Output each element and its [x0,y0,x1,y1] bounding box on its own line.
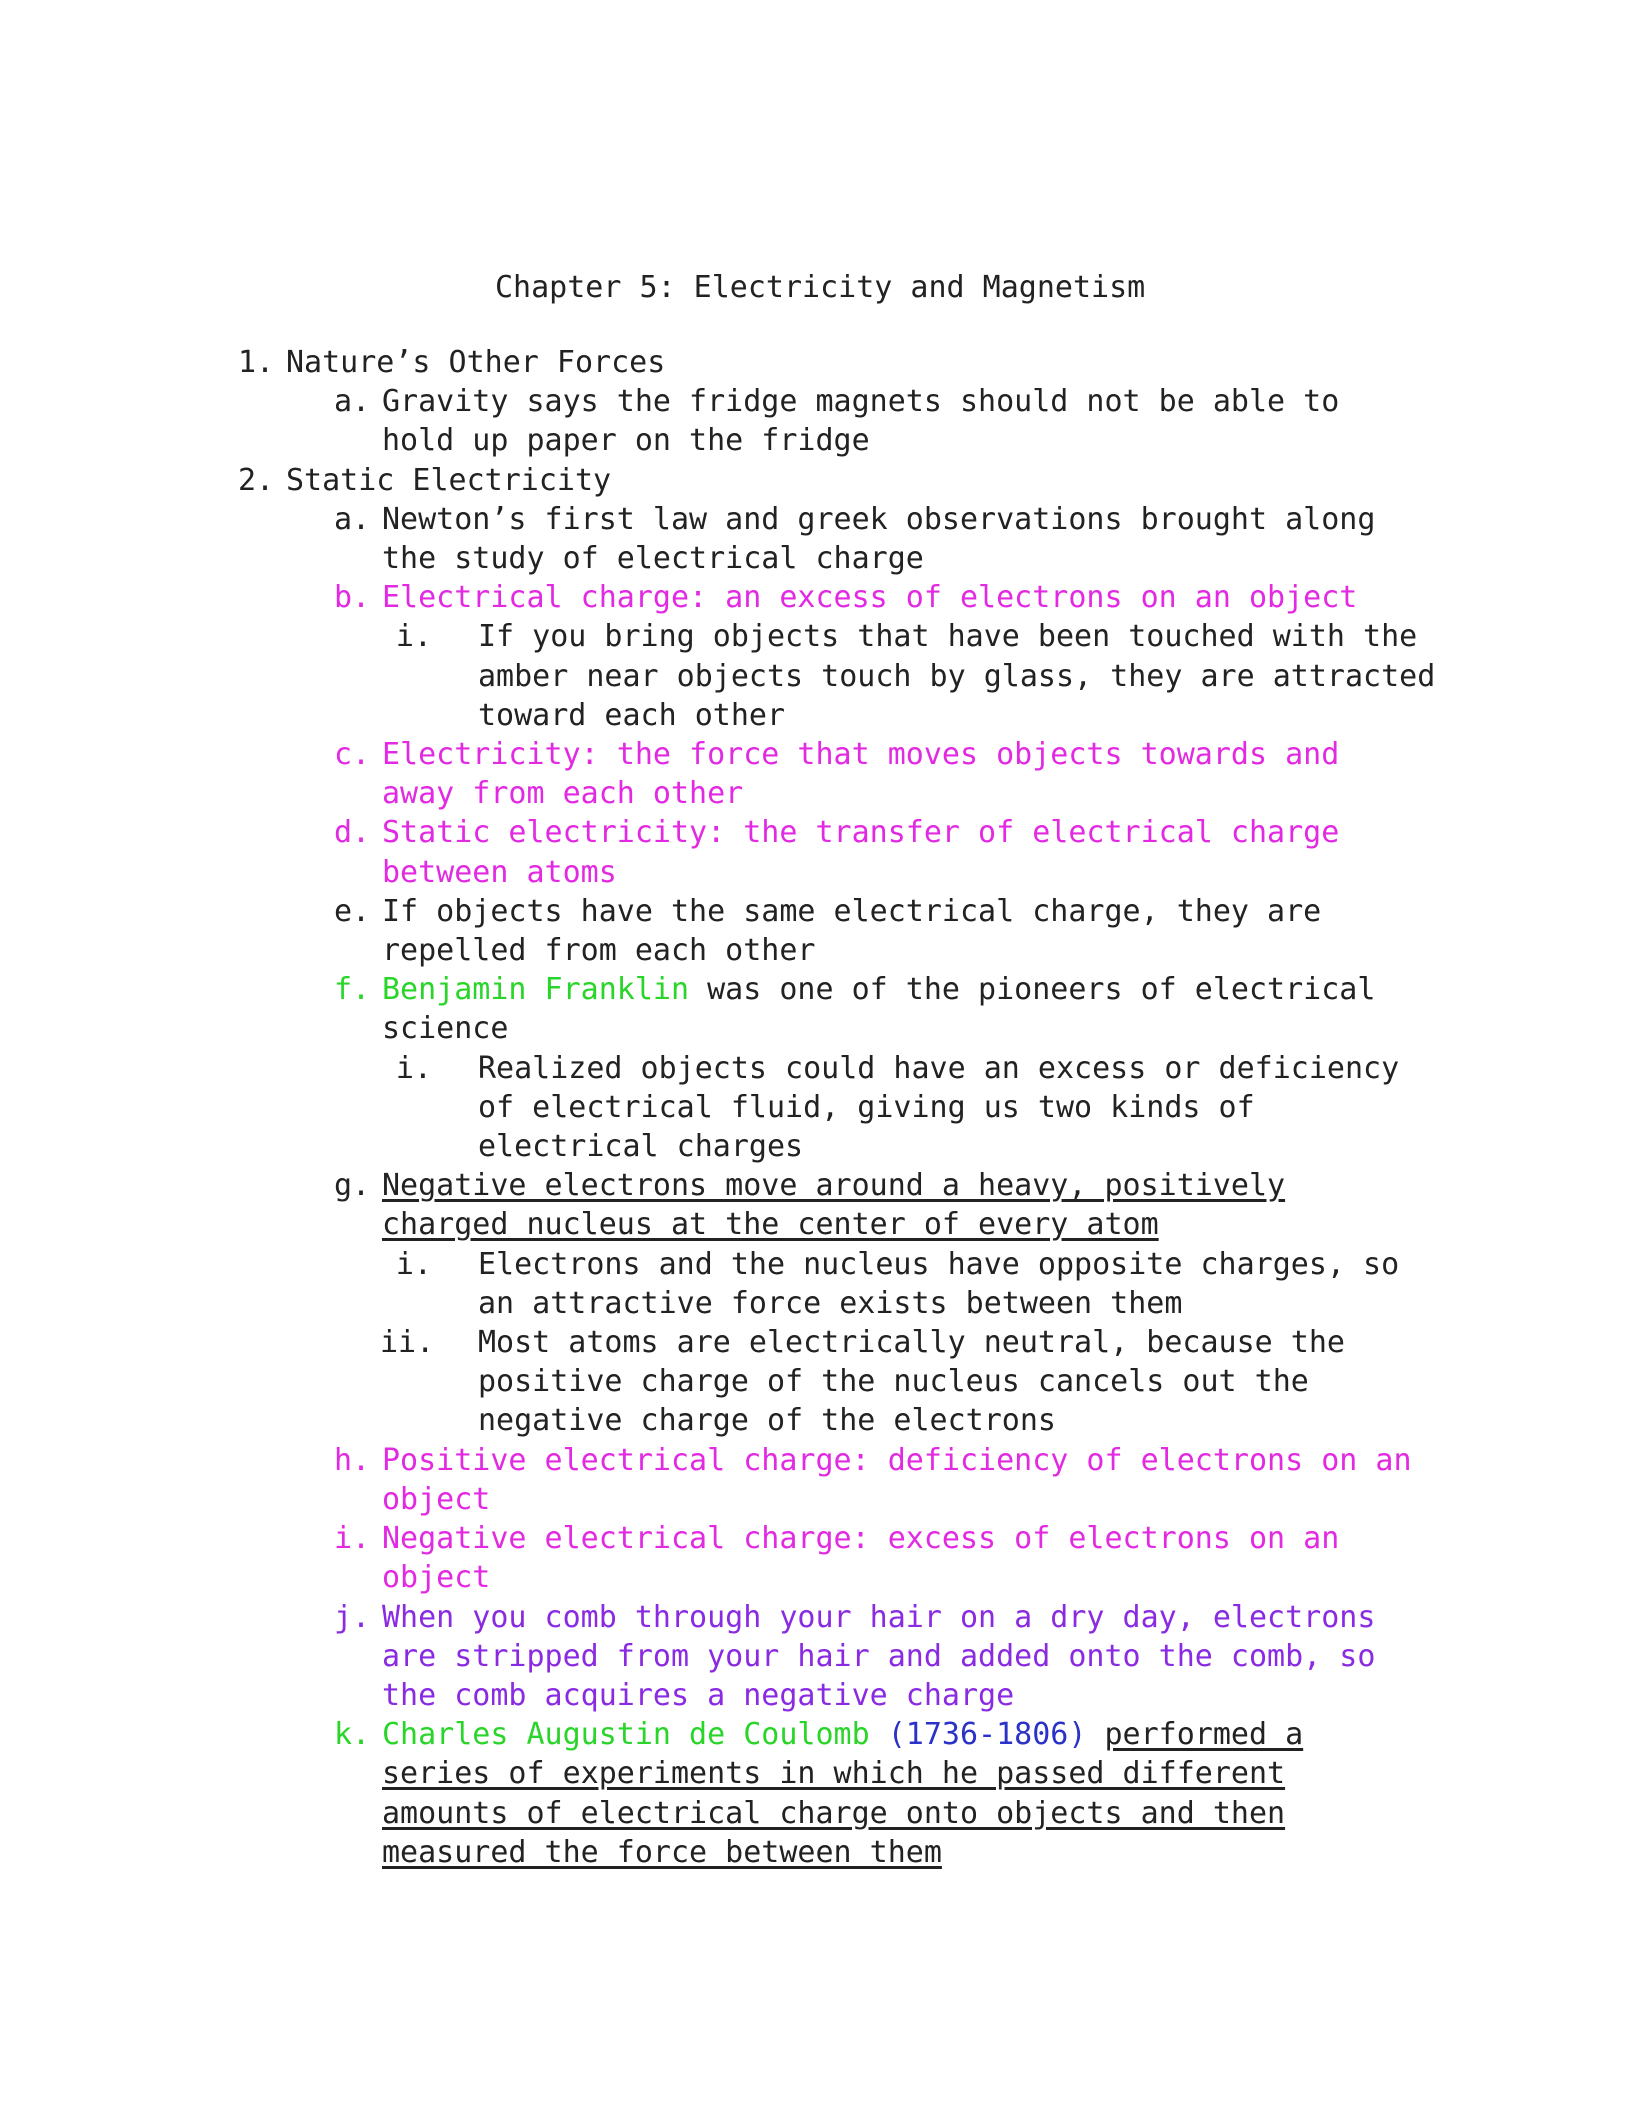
section-heading: Nature’s Other Forces [286,345,666,380]
list-marker: i. [334,1521,371,1557]
list-marker: a. [334,384,371,420]
list-marker: b. [334,580,371,616]
definition-item [0,1519,1640,1597]
list-marker: ii. [380,1325,435,1361]
list-item [0,1598,1640,1716]
list-marker: 2. [238,462,275,498]
list-item-text: Gravity says the fridge magnets should not be able to hold up paper on the fridge [382,384,1340,459]
sub-list-item [0,1245,1640,1323]
list-item-text: When you comb through your hair on a dry day, electrons are stripped from your hair and added onto the comb, so the comb acquires a negative charge [382,1599,1376,1713]
definition-text: Static electricity: the transfer of electrical charge between atoms [382,815,1340,890]
list-marker: i. [395,1050,432,1086]
definition-item [0,578,1640,617]
underlined-text: performed a series of experiments in which he passed different amounts of electrical charge onto objects and then measured the force between them [382,1717,1304,1870]
sub-list-item [0,1323,1640,1441]
list-marker: g. [334,1168,371,1204]
list-item-text: Newton’s first law and greek observations brought along the study of electrical charge [382,501,1376,577]
section-static-electricity [0,461,1640,500]
list-item-text: If objects have the same electrical charge, they are repelled from each other [382,893,1322,969]
list-marker: j. [334,1599,371,1635]
list-item-body: was one of the pioneers of electrical science [382,972,1376,1047]
definition-item [0,735,1640,813]
definition-item [0,813,1640,891]
definition-text: Electrical charge: an excess of electrons on an object [382,580,1358,616]
list-marker: e. [334,893,371,929]
sub-list-item-text: Realized objects could have an excess or deficiency of electrical fluid, giving us two kinds of electrical charges [478,1050,1400,1165]
definition-text: Negative electrical charge: excess of electrons on an object [382,1521,1340,1596]
sub-list-item-text: Electrons and the nucleus have opposite charges, so an attractive force exists between them [478,1246,1400,1321]
list-marker: k. [334,1717,371,1753]
outline [0,343,1640,1872]
list-item [0,1166,1640,1244]
list-item [0,382,1640,460]
list-marker: 1. [238,345,275,380]
life-dates: (1736-1806) [887,1717,1087,1753]
section-heading: Static Electricity [286,462,612,498]
underlined-text: Negative electrons move around a heavy, positively charged nucleus at the center of every atom [382,1168,1286,1243]
list-marker: f. [334,972,371,1008]
list-item [0,892,1640,970]
section-natures-other-forces [0,343,1640,382]
list-marker: d. [334,815,371,851]
list-item [0,1715,1640,1872]
list-marker: i. [395,619,432,655]
person-name: Charles Augustin de Coulomb [382,1717,870,1753]
person-name: Benjamin Franklin [382,972,690,1008]
definition-item [0,1441,1640,1519]
list-item-text [382,970,1422,1048]
definition-text: Positive electrical charge: deficiency of electrons on an object [382,1442,1412,1517]
sub-list-item-text: Most atoms are electrically neutral, because the positive charge of the nucleus cancels out the negative charge of the electrons [478,1325,1345,1439]
list-marker: a. [334,501,371,537]
list-item-text [382,1715,1422,1872]
list-item [0,500,1640,578]
list-item [0,970,1640,1048]
list-marker: h. [334,1442,371,1478]
sub-list-item [0,1049,1640,1167]
list-marker: i. [395,1246,432,1282]
sub-list-item-text: If you bring objects that have been touched with the amber near objects touch by glass, they are attracted toward each other [478,619,1436,733]
definition-text: Electricity: the force that moves objects towards and away from each other [382,737,1340,812]
page-title: Chapter 5: Electricity and Magnetism [495,270,1146,305]
sub-list-item [0,617,1640,735]
list-marker: c. [334,737,371,773]
